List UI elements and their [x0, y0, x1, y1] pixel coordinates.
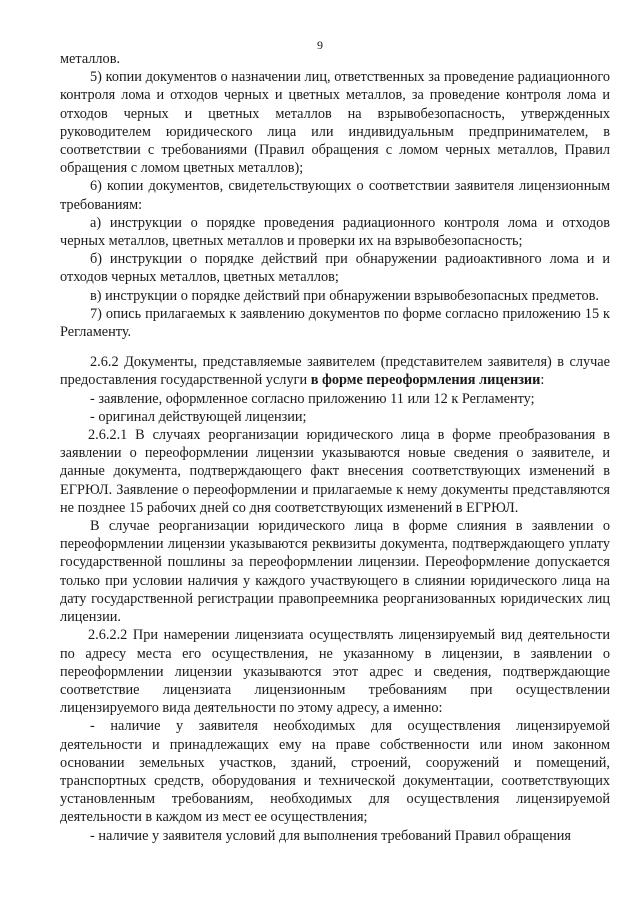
paragraph-section-2-6-2 — [60, 353, 610, 389]
document-body — [60, 50, 610, 845]
list-item-conditions: - наличие у заявителя условий для выполнения требований Правил обращения — [90, 827, 571, 844]
list-item-license-original: - оригинал действующей лицензии; — [90, 408, 307, 425]
list-item-property: - наличие у заявителя необходимых для осуществления лицензируемой деятельности и принадлежащих ему на праве собственности или ином законном основании земельных участков, зданий, строений, сооружений и помещений, транспортных средств, оборудования и технической документации, соответствующих установленным требованиям, необходимых для осуществления лицензируемой деятельности в каждом из мест ее осуществления; — [60, 718, 610, 826]
paragraph-section-2-6-2-2: 2.6.2.2 При намерении лицензиата осуществлять лицензируемый вид деятельности по адресу места его осуществления, не указанному в лицензии, в заявлении о переоформлении лицензии указываются этот адрес и сведения, подтверждающие соответствие лицензиата лицензионным требованиям при осуществлении лицензируемого вида деятельности по этому адресу, а именно: — [60, 627, 610, 717]
paragraph-merger: В случае реорганизации юридического лица в форме слияния в заявлении о переоформлении лицензии указываются реквизиты документа, подтверждающего уплату государственной пошлины за переоформлении лицензии. Переоформление допускается только при условии наличия у каждого участвующего в слиянии юридического лица на дату государственной регистрации правопреемника реорганизованных юридических лиц лицензии. — [60, 518, 610, 626]
paragraph-item-7: 7) опись прилагаемых к заявлению документов по форме согласно приложению 15 к Регламенту. — [60, 305, 610, 341]
paragraph-continuation: металлов. — [60, 51, 121, 67]
section-2-6-2-text: 2.6.2 Документы, представляемые заявителем (представителем заявителя) в случае предоставления государственной услуги — [60, 354, 610, 389]
paragraph-item-6b: б) инструкции о порядке действий при обнаружении радиоактивного лома и и отходов черных металлов, цветных металлов; — [60, 251, 610, 286]
paragraph-item-5: 5) копии документов о назначении лиц, ответственных за проведение радиационного контроля лома и отходов черных и цветных металлов, за проведение контроля лома и отходов черных и цветных металлов на взрывобезопасность, утвержденных руководителем юридического лица или индивидуальным предпринимателем, в соответствии с требованиями (Правил обращения с ломом черных металлов, Правил обращения с ломом цветных металлов); — [60, 69, 610, 177]
paragraph-item-6v: в) инструкции о порядке действий при обнаружении взрывобезопасных предметов. — [90, 287, 599, 304]
section-2-6-2-bold: в форме переоформления лицензии — [310, 372, 541, 389]
page-number: 9 — [317, 38, 323, 52]
paragraph-section-2-6-2-1: 2.6.2.1 В случаях реорганизации юридического лица в форме преобразования в заявлении о переоформлении лицензии указываются новые сведения о заявителе, и данные документа, подтверждающего факт внесения соответствующих изменений в ЕГРЮЛ. Заявление о переоформлении и прилагаемые к нему документы представляются не позднее 15 рабочих дней со дня соответствующих изменений в ЕГРЮЛ. — [60, 427, 610, 516]
list-item-application: - заявление, оформленное согласно приложению 11 или 12 к Регламенту; — [90, 390, 535, 407]
section-2-6-2-colon: : — [540, 372, 545, 389]
paragraph-item-6: 6) копии документов, свидетельствующих о соответствии заявителя лицензионным требованиям: — [60, 178, 610, 213]
paragraph-item-6a: а) инструкции о порядке проведения радиационного контроля лома и отходов черных металлов, цветных металлов и проверки их на взрывобезопасность; — [60, 214, 610, 250]
